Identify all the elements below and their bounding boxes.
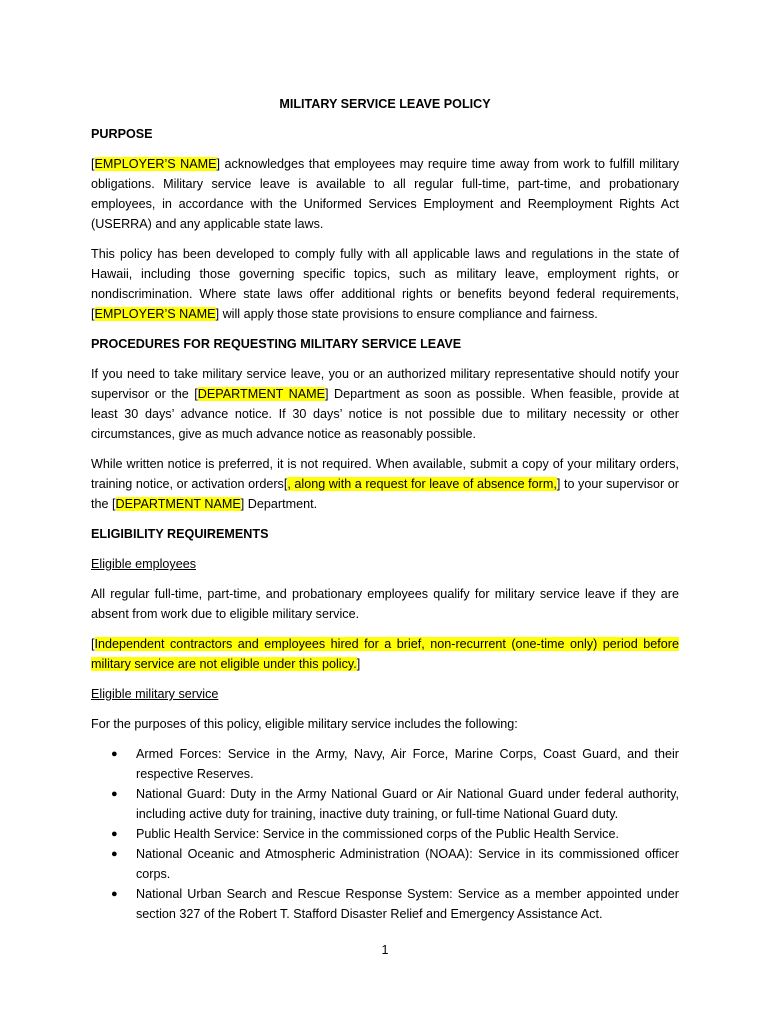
list-item-text: National Oceanic and Atmospheric Administration (NOAA): Service in its commissioned officer corps. [136,847,679,881]
paragraph-text: ] will apply those state provisions to ensure compliance and fairness. [215,307,598,321]
paragraph-text: ] Department. [240,497,318,511]
contractors-exclusion-paragraph [91,634,679,674]
purpose-paragraph-2 [91,244,679,324]
paragraph-text: ] to your supervisor or the [ [91,477,679,511]
list-item [111,844,679,884]
list-item [111,884,679,924]
optional-form-clause: , along with a request for leave of absence form, [287,477,557,491]
procedures-paragraph-1 [91,364,679,444]
bracket-open: [ [91,637,95,651]
bullet-icon: ● [111,848,118,860]
eligible-service-list [91,744,679,924]
list-item-text: National Guard: Duty in the Army National Guard or Air National Guard under federal authority, including active duty for training, inactive duty training, or full-time National Guard duty. [136,787,679,821]
paragraph-text: ] acknowledges that employees may require time away from work to fulfill military obligations. Military service leave is available to all regular full-time, part-time, and probationary employees, in accordance with the Uniformed Services Employment and Reemployment Rights Act (USERRA) and any applicable state laws. [91,157,679,231]
list-item-text: Armed Forces: Service in the Army, Navy, Air Force, Marine Corps, Coast Guard, and their respective Reserves. [136,747,679,781]
employer-name-placeholder: EMPLOYER’S NAME [94,307,216,321]
list-item-text: National Urban Search and Rescue Response System: Service as a member appointed under section 327 of the Robert T. Stafford Disaster Relief and Emergency Assistance Act. [136,887,679,921]
eligible-employees-subheading: Eligible employees [91,557,197,571]
paragraph-text: While written notice is preferred, it is not required. When available, submit a copy of your military orders, training notice, or activation orders[ [91,457,679,491]
procedures-heading: PROCEDURES FOR REQUESTING MILITARY SERVICE LEAVE [91,337,462,351]
document-title: MILITARY SERVICE LEAVE POLICY [279,97,491,111]
bullet-icon: ● [111,828,118,840]
paragraph-text: If you need to take military service leave, you or an authorized military representative should notify your supervisor or the [ [91,367,679,401]
bullet-icon: ● [111,788,118,800]
bracket-close: ] [356,657,361,671]
list-item [111,824,679,844]
page-number: 1 [381,943,389,957]
eligible-service-intro: For the purposes of this policy, eligible military service includes the following: [91,717,518,731]
department-name-placeholder: DEPARTMENT NAME [197,387,326,401]
procedures-paragraph-2 [91,454,679,514]
paragraph-text: ] Department as soon as possible. When feasible, provide at least 30 days’ advance notice. If 30 days’ notice is not possible due to military necessity or other circumstances, give as much advance notice as reasonably possible. [91,387,679,441]
bullet-icon: ● [111,748,118,760]
bullet-icon: ● [111,888,118,900]
employer-name-placeholder: EMPLOYER’S NAME [94,157,217,171]
bracket-open: [ [91,157,95,171]
paragraph-text: This policy has been developed to comply fully with all applicable laws and regulations in the state of Hawaii, including those governing specific topics, such as military leave, employment rights, or nondiscrimination. Where state laws offer additional rights or benefits beyond federal requirements, [91,247,679,301]
list-item [111,744,679,784]
eligibility-heading: ELIGIBILITY REQUIREMENTS [91,527,269,541]
department-name-placeholder: DEPARTMENT NAME [115,497,241,511]
bracket-open: [ [91,307,95,321]
purpose-paragraph-1 [91,154,679,234]
eligible-service-subheading: Eligible military service [91,687,219,701]
list-item-text: Public Health Service: Service in the commissioned corps of the Public Health Service. [136,827,619,841]
list-item [111,784,679,824]
eligible-employees-paragraph: All regular full-time, part-time, and probationary employees qualify for military service leave if they are absent from work due to eligible military service. [91,587,679,621]
purpose-heading: PURPOSE [91,127,153,141]
contractors-exclusion-text: Independent contractors and employees hired for a brief, non-recurrent (one-time only) period before military service are not eligible under this policy. [91,637,679,671]
